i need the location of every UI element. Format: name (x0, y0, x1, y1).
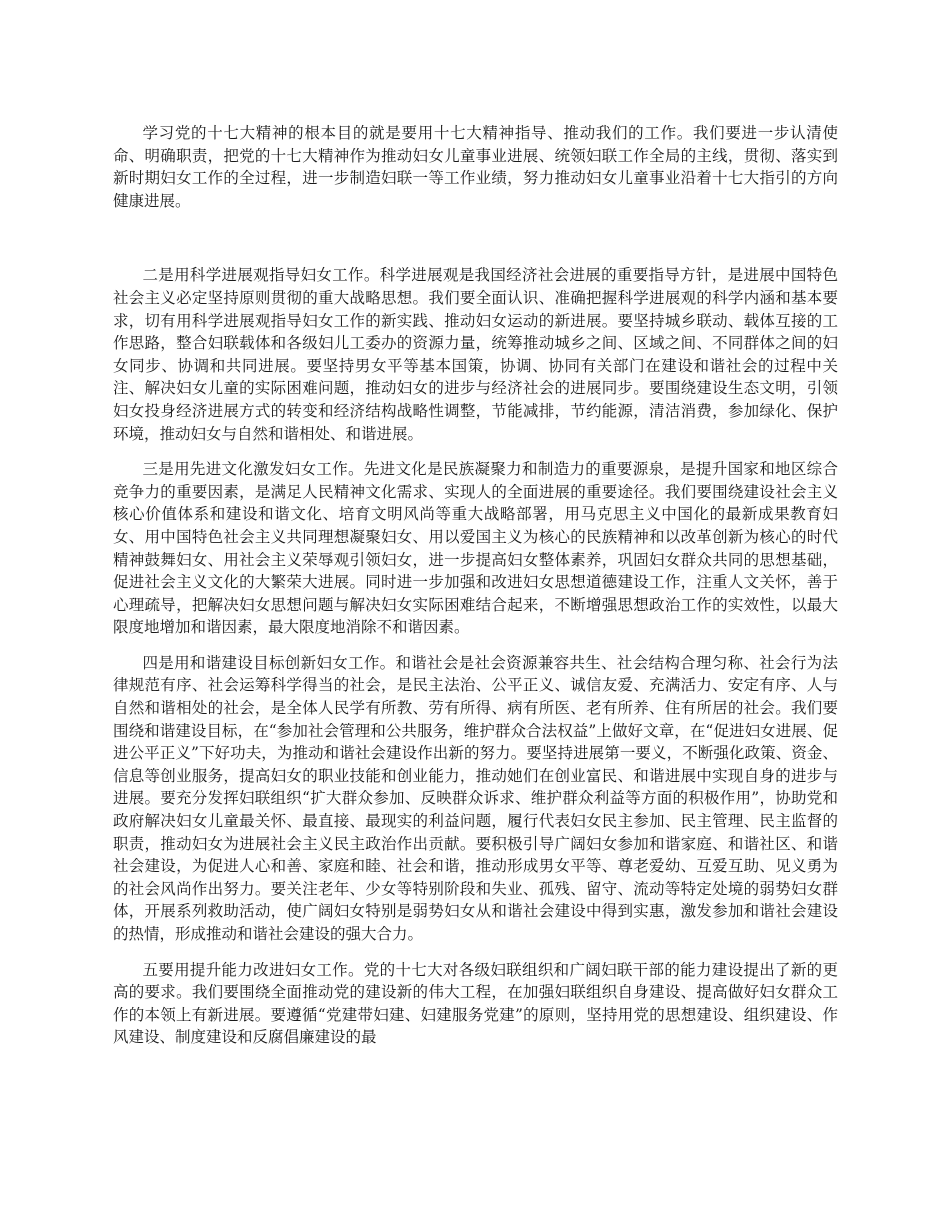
paragraph-1: 学习党的十七大精神的根本目的就是要用十七大精神指导、推动我们的工作。我们要进一步认清使命、明确职责，把党的十七大精神作为推动妇女儿童事业进展、统领妇联工作全局的主线，贯彻、落实到新时期妇女工作的全过程，进一步制造妇联一等工作业绩，努力推动妇女儿童事业沿着十七大指引的方向健康进展。 (113, 124, 838, 210)
document-body (113, 122, 838, 1049)
paragraph-2: 二是用科学进展观指导妇女工作。科学进展观是我国经济社会进展的重要指导方针，是进展中国特色社会主义必定坚持原则贯彻的重大战略思想。我们要全面认识、准确把握科学进展观的科学内涵和基本要求，切有用科学进展观指导妇女工作的新实践、推动妇女运动的新进展。要坚持城乡联动、载体互接的工作思路，整合妇联载体和各级妇儿工委办的资源力量，统筹推动城乡之间、区域之间、不同群体之间的妇女同步、协调和共同进展。要坚持男女平等基本国策，协调、协同有关部门在建设和谐社会的过程中关注、解决妇女儿童的实际困难问题，推动妇女的进步与经济社会的进展同步。要围绕建设生态文明，引领妇女投身经济进展方式的转变和经济结构战略性调整，节能减排，节约能源，清洁消费，参加绿化、保护环境，推动妇女与自然和谐相处、和谐进展。 (113, 266, 838, 443)
paragraph-5: 五要用提升能力改进妇女工作。党的十七大对各级妇联组织和广阔妇联干部的能力建设提出了新的更高的要求。我们要围绕全面推动党的建设新的伟大工程，在加强妇联组织自身建设、提高做好妇女群众工作的本领上有新进展。要遵循“党建带妇建、妇建服务党建”的原则，坚持用党的思想建设、组织建设、作风建设、制度建设和反腐倡廉建设的最 (113, 960, 838, 1047)
paragraph-4: 四是用和谐建设目标创新妇女工作。和谐社会是社会资源兼容共生、社会结构合理匀称、社会行为法律规范有序、社会运筹科学得当的社会，是民主法治、公平正义、诚信友爱、充满活力、安定有序、人与自然和谐相处的社会，是全体人民学有所教、劳有所得、病有所医、老有所养、住有所居的社会。我们要围绕和谐建设目标，在“参加社会管理和公共服务，维护群众合法权益”上做好文章，在“促进妇女进展、促进公平正义”下好功夫，为推动和谐社会建设作出新的努力。要坚持进展第一要义，不断强化政策、资金、信息等创业服务，提高妇女的职业技能和创业能力，推动她们在创业富民、和谐进展中实现自身的进步与进展。要充分发挥妇联组织“扩大群众参加、反映群众诉求、维护群众利益等方面的积极作用”，协助党和政府解决妇女儿童最关怀、最直接、最现实的利益问题，履行代表妇女民主参加、民主管理、民主监督的职责，推动妇女为进展社会主义民主政治作出贡献。要积极引导广阔妇女参加和谐家庭、和谐社区、和谐社会建设，为促进人心和善、家庭和睦、社会和谐，推动形成男女平等、尊老爱幼、互爱互助、见义勇为的社会风尚作出努力。要关注老年、少女等特别阶段和失业、孤残、留守、流动等特定处境的弱势妇女群体，开展系列救助活动，使广阔妇女特别是弱势妇女从和谐社会建设中得到实惠，激发参加和谐社会建设的热情，形成推动和谐社会建设的强大合力。 (113, 653, 838, 943)
paragraph-3: 三是用先进文化激发妇女工作。先进文化是民族凝聚力和制造力的重要源泉，是提升国家和地区综合竞争力的重要因素，是满足人民精神文化需求、实现人的全面进展的重要途径。我们要围绕建设社会主义核心价值体系和建设和谐文化、培育文明风尚等重大战略部署，用马克思主义中国化的最新成果教育妇女、用中国特色社会主义共同理想凝聚妇女、用以爱国主义为核心的民族精神和以改革创新为核心的时代精神鼓舞妇女、用社会主义荣辱观引领妇女，进一步提高妇女整体素养，巩固妇女群众共同的思想基础，促进社会主义文化的大繁荣大进展。同时进一步加强和改进妇女思想道德建设工作，注重人文关怀，善于心理疏导，把解决妇女思想问题与解决妇女实际困难结合起来，不断增强思想政治工作的实效性，以最大限度地增加和谐因素，最大限度地消除不和谐因素。 (113, 460, 838, 637)
